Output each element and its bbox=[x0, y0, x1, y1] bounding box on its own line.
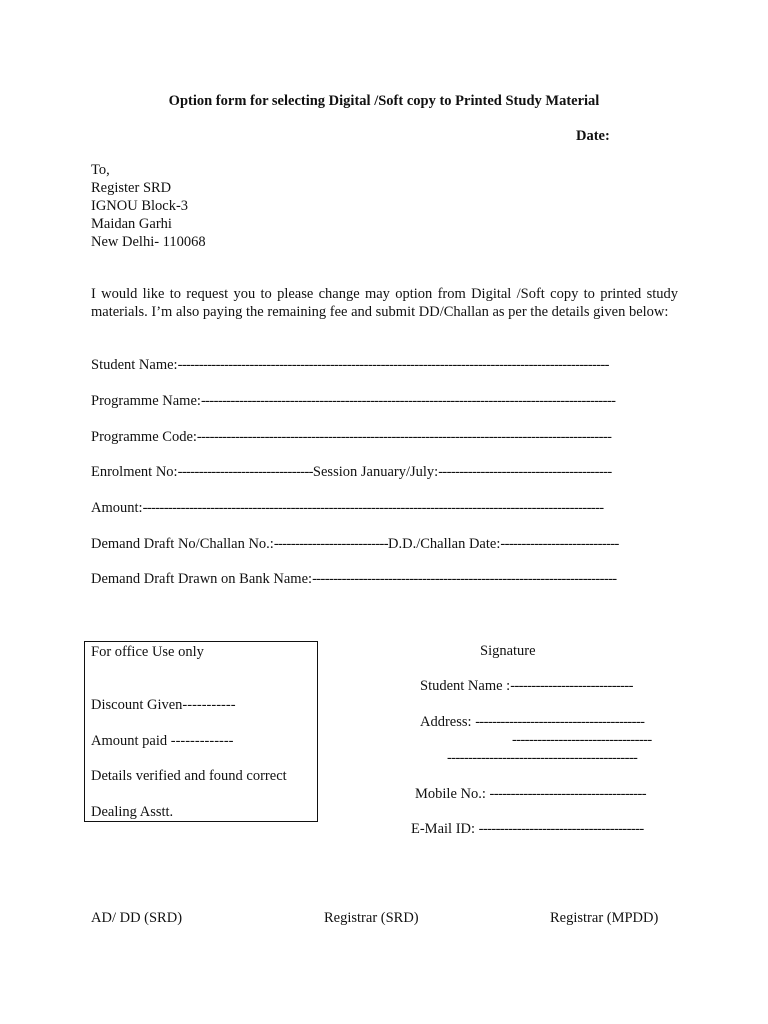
student-name-field[interactable] bbox=[91, 357, 609, 374]
dd-challan-no-blank[interactable]: --------------------------- bbox=[273, 536, 389, 552]
applicant-email-blank[interactable]: --------------------------------------- bbox=[478, 821, 644, 837]
bank-name-label: Demand Draft Drawn on Bank Name: bbox=[91, 571, 313, 587]
applicant-address-blank-2[interactable]: --------------------------------- bbox=[512, 732, 652, 748]
applicant-mobile-blank[interactable]: ------------------------------------- bbox=[489, 786, 646, 802]
bank-name-field[interactable] bbox=[91, 571, 617, 588]
date-label: Date: bbox=[576, 128, 610, 144]
discount-given: Discount Given----------- bbox=[91, 697, 236, 713]
address-to: To, bbox=[91, 162, 110, 178]
applicant-student-name-label: Student Name : bbox=[420, 678, 511, 694]
dd-challan-no-label: Demand Draft No/Challan No.: bbox=[91, 536, 274, 552]
dd-challan-date-blank[interactable]: ---------------------------- bbox=[500, 536, 619, 552]
dealing-assistant: Dealing Asstt. bbox=[91, 804, 174, 820]
form-title: Option form for selecting Digital /Soft copy to Printed Study Material bbox=[168, 93, 600, 109]
address-line-2: IGNOU Block-3 bbox=[91, 198, 189, 214]
footer-ad-dd: AD/ DD (SRD) bbox=[91, 910, 183, 926]
bank-name-blank[interactable]: ------------------------------------------------------------------------ bbox=[312, 571, 617, 587]
amount-paid: Amount paid ------------- bbox=[91, 733, 234, 749]
enrolment-no-blank[interactable]: -------------------------------- bbox=[177, 464, 313, 480]
dd-challan-date-label: D.D./Challan Date: bbox=[388, 536, 501, 552]
recipient-address bbox=[91, 161, 206, 251]
programme-code-field[interactable] bbox=[91, 429, 611, 446]
footer-registrar-mpdd: Registrar (MPDD) bbox=[550, 910, 659, 926]
student-name-label: Student Name: bbox=[91, 357, 178, 373]
request-paragraph: I would like to request you to please change may option from Digital /Soft copy to printed study materials. I’m also paying the remaining fee and submit DD/Challan as per the details given below: bbox=[91, 286, 678, 320]
amount-field[interactable] bbox=[91, 500, 603, 517]
amount-blank[interactable]: ------------------------------------------------------------------------------------------------------------- bbox=[142, 500, 604, 516]
applicant-address-blank-1[interactable]: ---------------------------------------- bbox=[475, 714, 645, 730]
details-verified: Details verified and found correct bbox=[91, 768, 287, 784]
session-label: Session January/July: bbox=[312, 464, 439, 480]
office-use-box bbox=[84, 641, 318, 822]
applicant-address-label: Address: bbox=[420, 714, 472, 730]
applicant-address-blank-3[interactable]: --------------------------------------------- bbox=[447, 750, 638, 766]
student-name-blank[interactable]: ------------------------------------------------------------------------------------------------------ bbox=[177, 357, 609, 373]
amount-label: Amount: bbox=[91, 500, 143, 516]
footer-registrar-srd: Registrar (SRD) bbox=[324, 910, 419, 926]
address-line-3: Maidan Garhi bbox=[91, 216, 172, 232]
applicant-mobile[interactable] bbox=[415, 786, 646, 803]
enrolment-no-label: Enrolment No: bbox=[91, 464, 178, 480]
signature-label: Signature bbox=[480, 643, 536, 659]
enrolment-session-field[interactable] bbox=[91, 464, 612, 481]
applicant-student-name[interactable] bbox=[420, 678, 633, 695]
programme-name-blank[interactable]: -------------------------------------------------------------------------------------------------- bbox=[200, 393, 616, 409]
applicant-address[interactable] bbox=[420, 714, 644, 731]
office-use-heading: For office Use only bbox=[91, 644, 204, 660]
applicant-email[interactable] bbox=[411, 821, 644, 838]
programme-code-blank[interactable]: -------------------------------------------------------------------------------------------------- bbox=[196, 429, 612, 445]
applicant-student-name-blank[interactable]: ----------------------------- bbox=[510, 678, 633, 694]
programme-code-label: Programme Code: bbox=[91, 429, 197, 445]
programme-name-label: Programme Name: bbox=[91, 393, 201, 409]
applicant-mobile-label: Mobile No.: bbox=[415, 786, 486, 802]
session-blank[interactable]: ----------------------------------------- bbox=[438, 464, 612, 480]
dd-challan-field[interactable] bbox=[91, 536, 619, 553]
address-line-1: Register SRD bbox=[91, 180, 172, 196]
applicant-email-label: E-Mail ID: bbox=[411, 821, 476, 837]
programme-name-field[interactable] bbox=[91, 393, 615, 410]
address-line-4: New Delhi- 110068 bbox=[91, 234, 206, 250]
